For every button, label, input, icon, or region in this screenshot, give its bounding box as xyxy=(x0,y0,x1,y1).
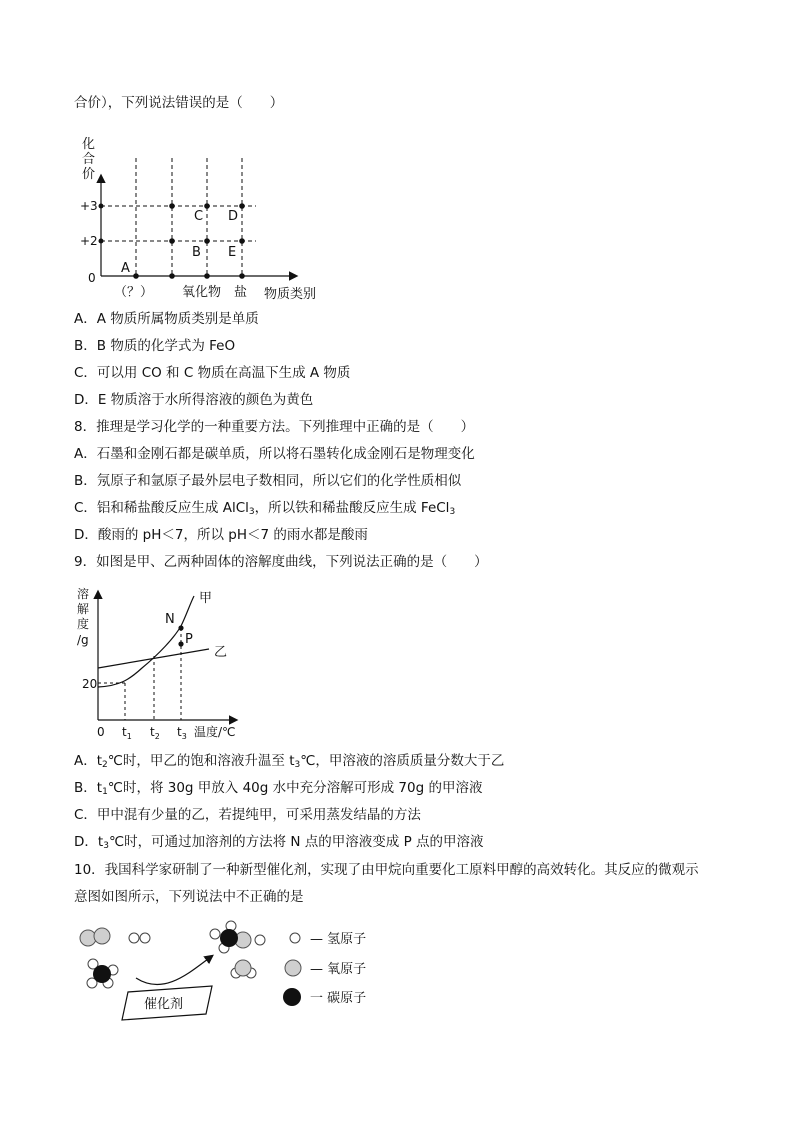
hydrogen-atom xyxy=(255,935,265,945)
q9-option-d xyxy=(74,833,484,855)
subscript: 1 xyxy=(102,787,108,797)
legend-oxygen-label: — 氧原子 xyxy=(310,962,367,977)
q7-option-a: A．A 物质所属物质类别是单质 xyxy=(74,311,259,327)
data-point xyxy=(239,203,245,209)
text: ℃时，甲乙的饱和溶液升温至 t xyxy=(107,753,295,769)
x-category-label: 盐 xyxy=(234,285,248,300)
data-point xyxy=(239,238,245,244)
oxygen-atom xyxy=(80,930,96,946)
oxygen-atom xyxy=(235,960,251,976)
series-jia-curve xyxy=(98,596,194,687)
text: C．铝和稀盐酸反应生成 AlCl xyxy=(74,500,249,516)
point-label-n: N xyxy=(165,612,175,627)
y-axis-label: 合 xyxy=(82,152,96,167)
text: ℃时，将 30g 甲放入 40g 水中充分溶解可形成 70g 的甲溶液 xyxy=(107,780,483,796)
y-axis-label: 溶 xyxy=(77,587,90,601)
data-point xyxy=(169,203,175,209)
q8-option-b: B．氖原子和氩原子最外层电子数相同，所以它们的化学性质相似 xyxy=(74,473,462,489)
series-label-jia: 甲 xyxy=(199,591,213,606)
data-point xyxy=(169,273,175,279)
data-point xyxy=(239,273,245,279)
carbon-atom xyxy=(220,929,238,947)
point-label-p: P xyxy=(185,632,193,647)
q7-option-b: B．B 物质的化学式为 FeO xyxy=(74,338,236,354)
y-tick-label: +2 xyxy=(80,234,98,248)
point-label-b: B xyxy=(192,245,201,260)
q8-option-c xyxy=(74,499,455,521)
q9-option-b xyxy=(74,779,482,801)
legend-carbon-icon xyxy=(283,988,301,1006)
oxygen-atom xyxy=(94,928,110,944)
q9-stem: 9．如图是甲、乙两种固体的溶解度曲线，下列说法正确的是（ ） xyxy=(74,554,488,570)
text: ℃，甲溶液的溶质质量分数大于乙 xyxy=(300,753,505,769)
q9-option-c: C．甲中混有少量的乙，若提纯甲，可采用蒸发结晶的方法 xyxy=(74,807,421,823)
q10-stem-line1: 10．我国科学家研制了一种新型催化剂，实现了由甲烷向重要化工原料甲醇的高效转化。其反应的微观示 xyxy=(74,862,699,878)
x-axis-label: 物质类别 xyxy=(264,287,317,300)
x-tick-label: $t_2$ xyxy=(150,725,160,741)
text: A．t xyxy=(74,753,103,769)
data-point xyxy=(204,203,210,209)
point-label-a: A xyxy=(121,261,130,276)
point-label-e: E xyxy=(228,245,237,260)
solubility-curve-chart xyxy=(74,586,274,746)
legend-carbon-label: 一 碳原子 xyxy=(310,991,367,1006)
legend-hydrogen-label: — 氢原子 xyxy=(310,932,367,947)
y-axis-label: 度 xyxy=(77,617,90,631)
y-axis-label: /g xyxy=(77,633,89,647)
text: ，所以铁和稀盐酸反应生成 FeCl xyxy=(254,500,450,516)
valence-category-chart xyxy=(74,130,334,300)
data-point xyxy=(204,238,210,244)
hydrogen-atom xyxy=(129,933,139,943)
subscript: 3 xyxy=(294,760,301,770)
x-tick-label: $t_1$ xyxy=(122,725,132,741)
q8-option-a: A．石墨和金刚石都是碳单质，所以将石墨转化成金刚石是物理变化 xyxy=(74,446,475,462)
x-category-label: 氧化物 xyxy=(182,285,222,300)
point-p xyxy=(178,641,183,646)
q10-stem-line2: 意图如图所示，下列说法中不正确的是 xyxy=(74,889,304,905)
y-axis-label: 化 xyxy=(82,137,96,152)
subscript: 3 xyxy=(449,507,456,517)
text: ℃时，可通过加溶剂的方法将 N 点的甲溶液变成 P 点的甲溶液 xyxy=(108,834,484,850)
x-axis-label: 温度/℃ xyxy=(194,725,236,739)
x-tick-label: $t_3$ xyxy=(177,725,187,741)
subscript: 3 xyxy=(248,507,255,517)
hydrogen-atom xyxy=(210,929,220,939)
hydrogen-atom xyxy=(140,933,150,943)
q9-option-a xyxy=(74,752,504,774)
data-point xyxy=(169,238,175,244)
q7-option-d: D．E 物质溶于水所得溶液的颜色为黄色 xyxy=(74,392,314,408)
series-label-yi: 乙 xyxy=(214,645,228,660)
x-category-label: （？） xyxy=(114,285,154,300)
point-label-c: C xyxy=(194,209,204,224)
tick-dot xyxy=(99,204,104,209)
tick-dot xyxy=(99,239,104,244)
text: D．t xyxy=(74,834,104,850)
q7-option-c: C．可以用 CO 和 C 物质在高温下生成 A 物质 xyxy=(74,365,351,381)
origin-label: 0 xyxy=(88,271,96,285)
carbon-atom xyxy=(93,965,111,983)
subscript: 3 xyxy=(103,841,109,851)
y-axis-label: 价 xyxy=(82,167,96,182)
subscript: 2 xyxy=(102,760,108,770)
q8-stem: 8．推理是学习化学的一种重要方法。下列推理中正确的是（ ） xyxy=(74,419,475,435)
point-label-d: D xyxy=(228,209,239,224)
y-axis-label: 解 xyxy=(77,602,90,616)
reaction-arrow xyxy=(136,956,212,985)
legend-oxygen-icon xyxy=(285,960,301,976)
legend-hydrogen-icon xyxy=(290,933,300,943)
point-n xyxy=(178,625,183,630)
data-point xyxy=(204,273,210,279)
q8-option-d: D．酸雨的 pH＜7，所以 pH＜7 的雨水都是酸雨 xyxy=(74,527,368,543)
text: B．t xyxy=(74,780,103,796)
y-tick-label: +3 xyxy=(80,199,98,213)
origin-label: 0 xyxy=(97,725,105,739)
data-point xyxy=(133,273,139,279)
question-7-stem-tail: 合价），下列说法错误的是（ ） xyxy=(74,95,284,111)
y-tick-label: 20 xyxy=(82,677,98,691)
reaction-micro-diagram xyxy=(74,918,394,1023)
catalyst-label: 催化剂 xyxy=(144,997,184,1012)
